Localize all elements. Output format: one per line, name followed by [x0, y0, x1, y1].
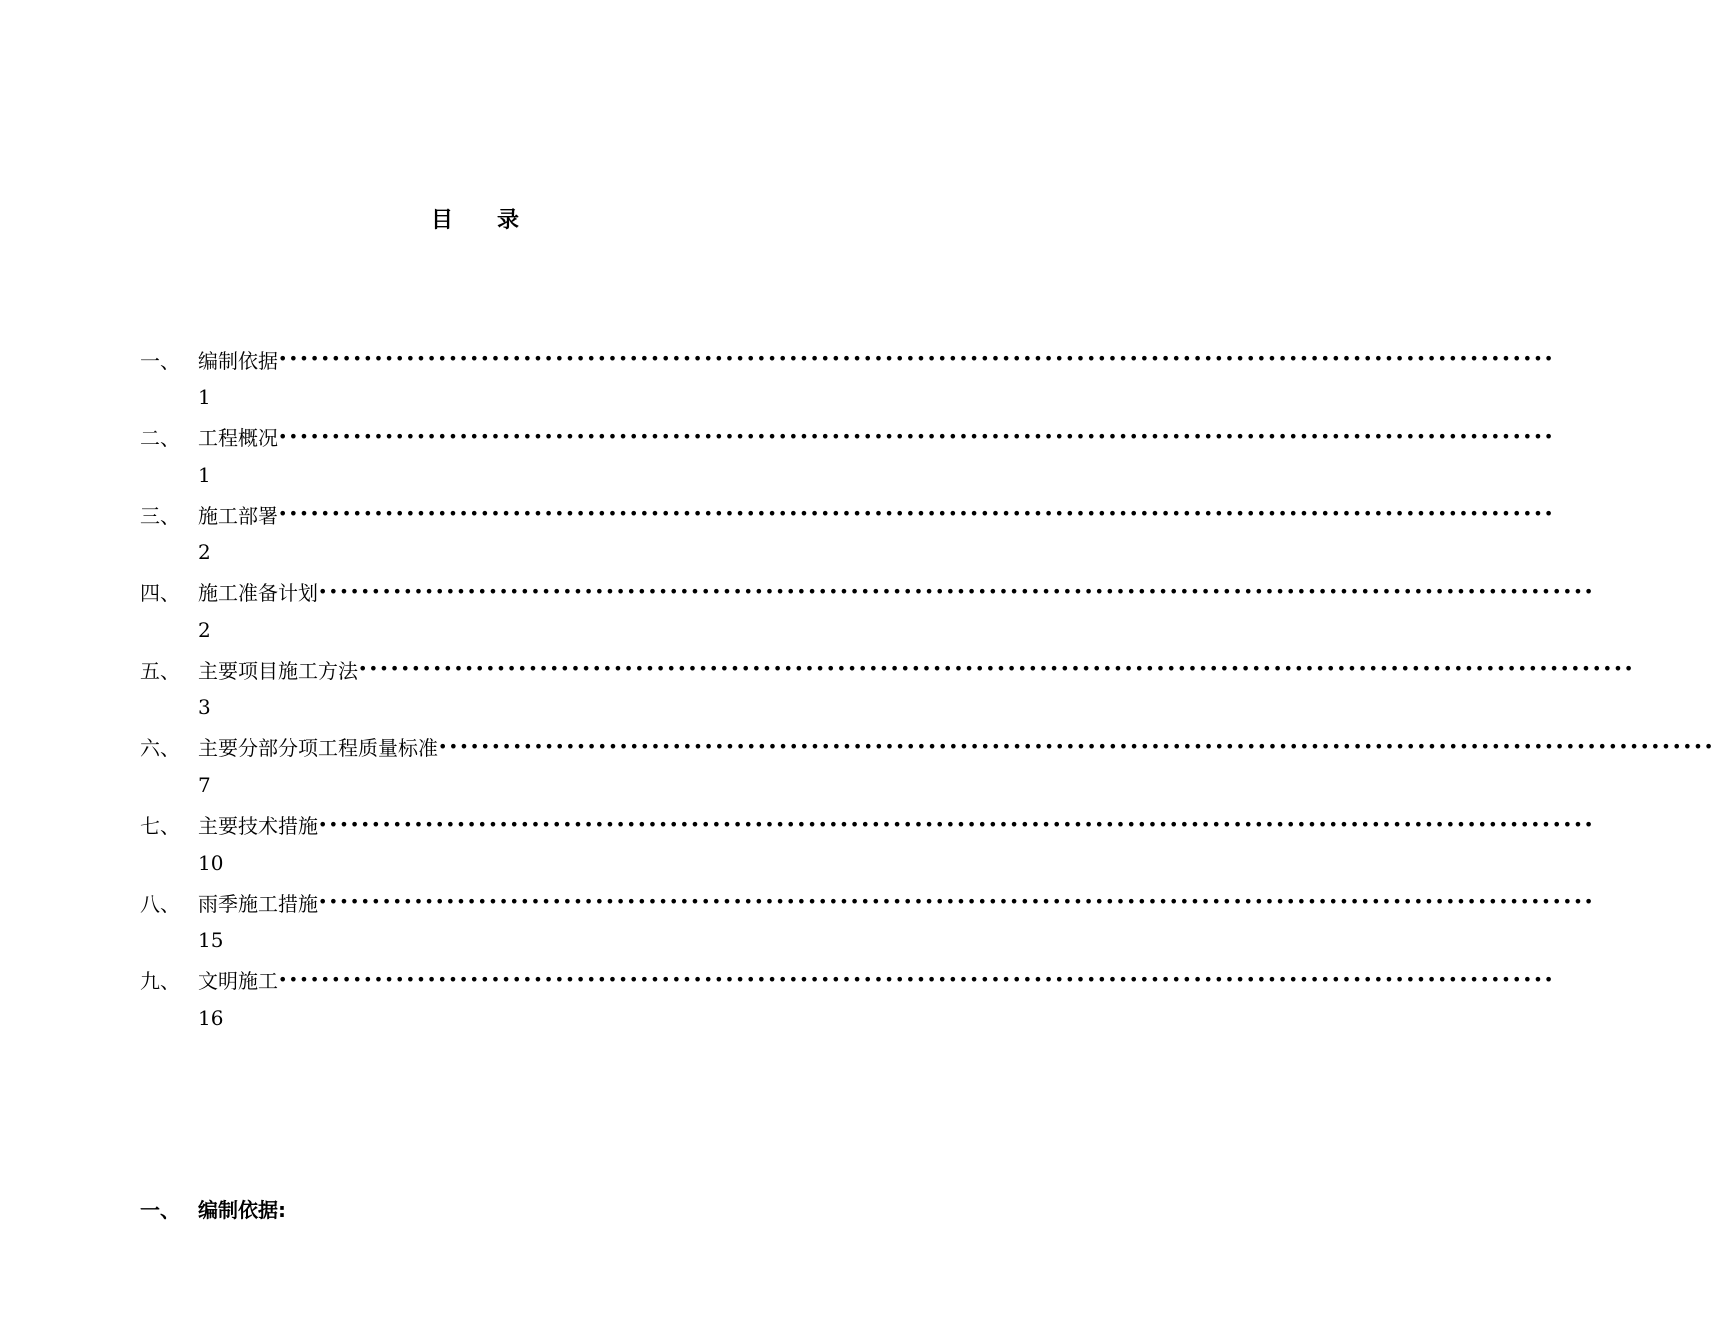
- toc-entry-page: 15: [198, 928, 224, 953]
- toc-entry-title: 主要分部分项工程质量标准: [198, 736, 438, 761]
- dot-leader: ••••••••••••••••••••••••••••••••••••••••••••••••••••••••••••••••••••••••••••••••••••••••••••••••••••••••••••••••••••••••: [278, 349, 1555, 368]
- toc-entry-title: 施工准备计划: [198, 581, 318, 606]
- toc-entry-page: 3: [198, 695, 211, 720]
- toc-entry[interactable]: [140, 340, 1555, 418]
- toc-entry[interactable]: [140, 883, 1595, 961]
- dot-leader: ••••••••••••••••••••••••••••••••••••••••••••••••••••••••••••••••••••••••••••••••••••••••••••••••••••••••••••••••••••••••: [318, 581, 1595, 601]
- toc-entry-title: 工程概况: [198, 426, 278, 451]
- dot-leader: ••••••••••••••••••••••••••••••••••••••••••••••••••••••••••••••••••••••••••••••••••••••••••••••••••••••••••••••••••••••••: [438, 736, 1715, 756]
- toc-entry-number: 二、: [140, 426, 180, 451]
- toc-entry-number: 四、: [140, 581, 180, 606]
- toc-entry-number: 八、: [140, 891, 180, 916]
- toc-entry-page: 2: [198, 540, 211, 565]
- toc-entry-number: 六、: [140, 736, 180, 761]
- section-number: 一、: [140, 1197, 180, 1222]
- toc-entry-page: 1: [198, 462, 211, 487]
- section-title: 编制依据:: [198, 1197, 286, 1222]
- page-title: 目 录: [430, 208, 519, 233]
- toc-entry-page: 2: [198, 617, 211, 642]
- toc-entry-title: 施工部署: [198, 503, 278, 528]
- toc-entry-number: 九、: [140, 969, 180, 994]
- toc-entry[interactable]: [140, 573, 1595, 651]
- toc-entry-title: 文明施工: [198, 969, 278, 994]
- toc-entry[interactable]: [140, 418, 1555, 496]
- toc-entry[interactable]: [140, 961, 1555, 1039]
- toc-entry[interactable]: [140, 495, 1555, 573]
- toc-entry-title: 主要项目施工方法: [198, 658, 358, 683]
- toc-entry-title: 雨季施工措施: [198, 891, 318, 916]
- dot-leader: ••••••••••••••••••••••••••••••••••••••••••••••••••••••••••••••••••••••••••••••••••••••••••••••••••••••••••••••••••••••••: [318, 892, 1595, 912]
- dot-leader: ••••••••••••••••••••••••••••••••••••••••••••••••••••••••••••••••••••••••••••••••••••••••••••••••••••••••••••••••••••••••: [278, 426, 1555, 446]
- toc-entry-title: 主要技术措施: [198, 814, 318, 839]
- toc-entry[interactable]: [140, 728, 1715, 806]
- dot-leader: ••••••••••••••••••••••••••••••••••••••••••••••••••••••••••••••••••••••••••••••••••••••••••••••••••••••••••••••••••••••••: [278, 969, 1555, 989]
- toc-entry-number: 五、: [140, 658, 180, 683]
- toc-entry-number: 三、: [140, 503, 180, 528]
- dot-leader: ••••••••••••••••••••••••••••••••••••••••••••••••••••••••••••••••••••••••••••••••••••••••••••••••••••••••••••••••••••••••: [278, 504, 1555, 524]
- dot-leader: ••••••••••••••••••••••••••••••••••••••••••••••••••••••••••••••••••••••••••••••••••••••••••••••••••••••••••••••••••••••••: [358, 659, 1635, 679]
- toc-entry-page: 10: [198, 850, 224, 875]
- toc-entry-number: 一、: [140, 348, 180, 373]
- toc-entry-number: 七、: [140, 814, 180, 839]
- section-heading: [140, 1188, 286, 1228]
- toc-entry-page: 16: [198, 1005, 224, 1030]
- toc-entry-title: 编制依据: [198, 348, 278, 373]
- toc-entry[interactable]: [140, 806, 1595, 884]
- table-of-contents: [140, 340, 1715, 1038]
- dot-leader: ••••••••••••••••••••••••••••••••••••••••••••••••••••••••••••••••••••••••••••••••••••••••••••••••••••••••••••••••••••••••: [318, 814, 1595, 834]
- toc-entry-page: 1: [198, 385, 211, 409]
- toc-entry[interactable]: [140, 650, 1635, 728]
- toc-entry-page: 7: [198, 772, 211, 797]
